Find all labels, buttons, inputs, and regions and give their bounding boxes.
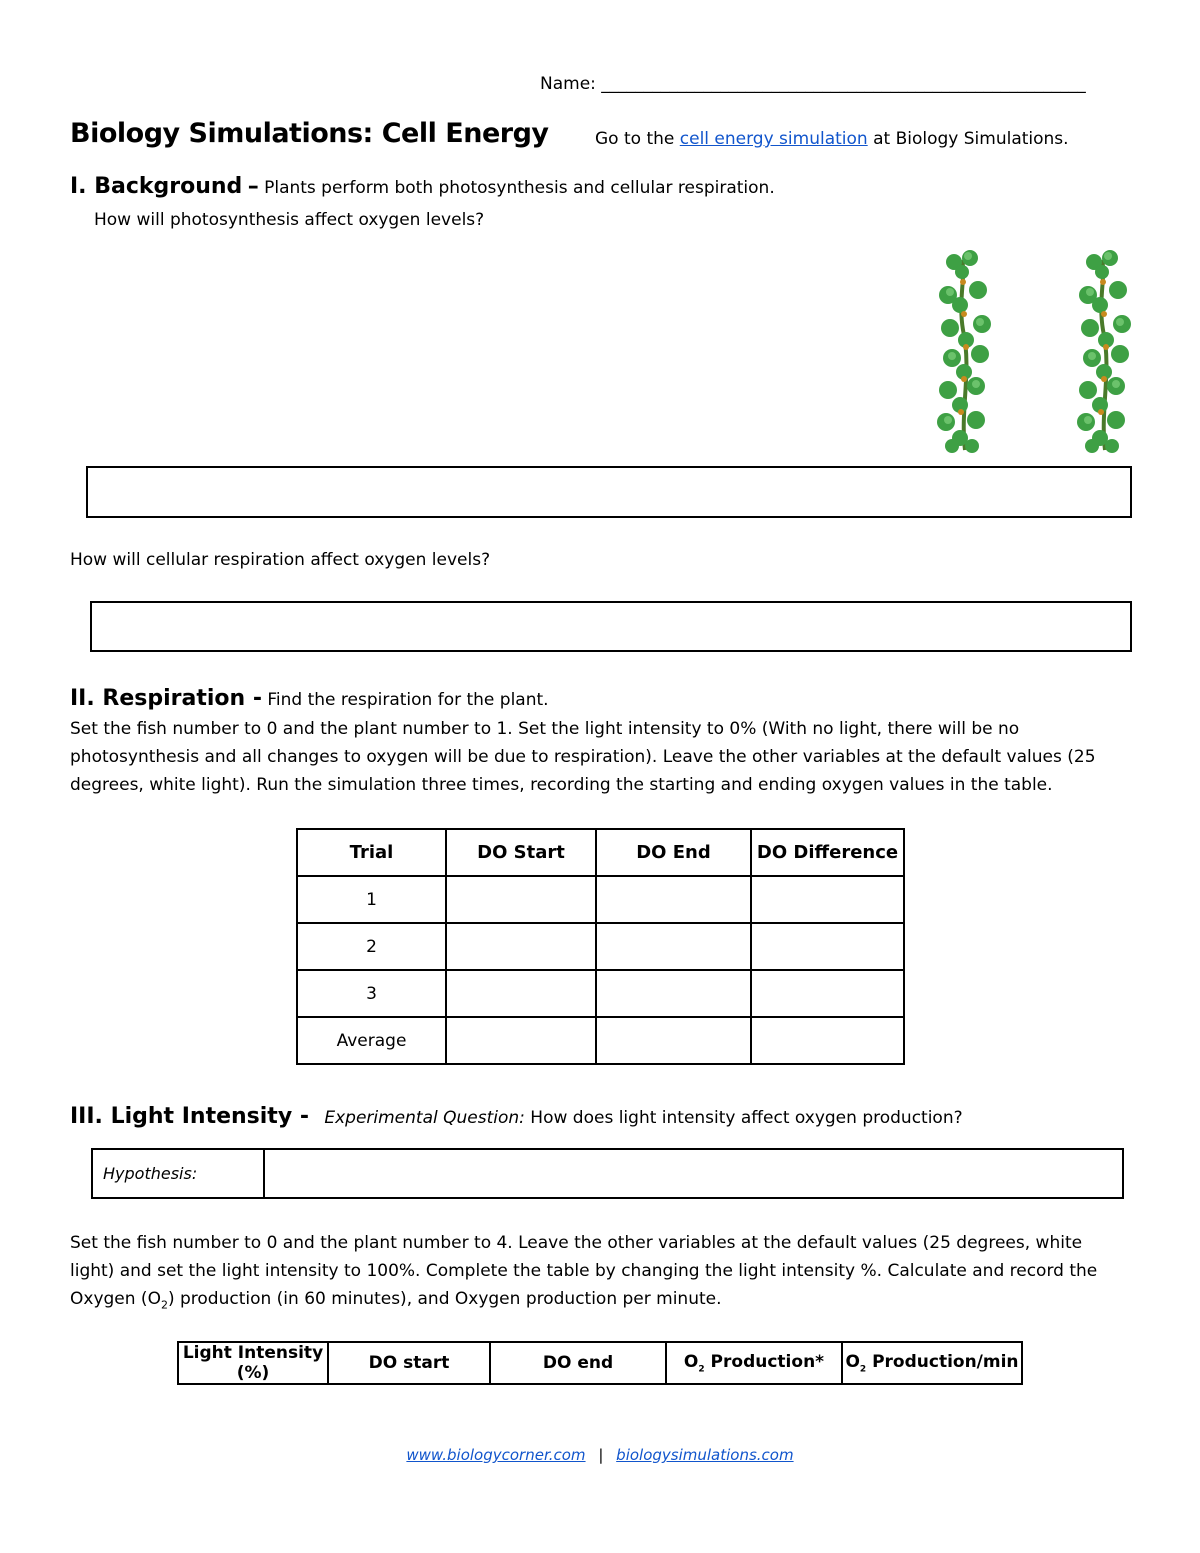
biologysimulations-link[interactable]: biologysimulations.com [616,1446,794,1464]
table-row [297,923,904,970]
cell-input[interactable] [596,876,751,923]
cell-input[interactable] [446,1017,596,1064]
header-do-end: DO End [596,829,751,876]
table-row [297,876,904,923]
trial-label: Average [297,1017,446,1064]
cell-input[interactable] [751,923,904,970]
footer [0,1446,1200,1464]
page-title: Biology Simulations: Cell Energy [70,118,549,149]
trial-label: 2 [297,923,446,970]
hypothesis-label: Hypothesis: [92,1149,264,1198]
answer-box-photosynthesis[interactable] [86,466,1132,518]
header-light-intensity: Light Intensity (%) [178,1342,328,1384]
question-respiration: How will cellular respiration affect oxygen levels? [70,550,491,570]
name-blank[interactable]: _________________________________________________________ [601,74,1086,94]
hypothesis-input[interactable] [264,1149,1123,1198]
header-o2-production: $O_2$ Production* [666,1342,842,1384]
header-do-start: DO Start [446,829,596,876]
seaweed-plant-icon [930,250,1145,455]
cell-input[interactable] [751,1017,904,1064]
header-do-start: DO start [328,1342,490,1384]
table-row [297,1017,904,1064]
answer-box-respiration[interactable] [90,601,1132,652]
cell-input[interactable] [446,876,596,923]
light-intensity-table [177,1341,1023,1385]
question-photosynthesis: How will photosynthesis affect oxygen levels? [94,210,485,230]
name-label: Name: [540,74,596,94]
goto-instruction: Go to the cell energy simulation at Biology Simulations. [595,129,1069,149]
respiration-table [296,828,905,1065]
header-trial: Trial [297,829,446,876]
respiration-instructions: Set the fish number to 0 and the plant number to 1. Set the light intensity to 0% (With no light, there will be no photosynthesis and all changes to oxygen will be due to respiration). Leave the other variables at the default values (25 degrees, white light). Run the simulation three times, recording the starting and ending oxygen values in the table. [70,719,1096,795]
footer-separator: | [598,1446,604,1464]
biologycorner-link[interactable]: www.biologycorner.com [406,1446,586,1464]
table-row [297,970,904,1017]
hypothesis-table [91,1148,1124,1199]
name-field[interactable] [540,74,1086,94]
section-background-heading: I. Background – Plants perform both photosynthesis and cellular respiration. [70,174,775,199]
cell-input[interactable] [446,923,596,970]
trial-label: 3 [297,970,446,1017]
cell-input[interactable] [596,1017,751,1064]
cell-input[interactable] [446,970,596,1017]
cell-input[interactable] [751,970,904,1017]
cell-input[interactable] [596,970,751,1017]
light-intensity-instructions: Set the fish number to 0 and the plant number to 4. Leave the other variables at the default values (25 degrees, white light) and set the light intensity to 100%. Complete the table by changing the light intensity %. Calculate and record the Oxygen $(O_2)$ production (in 60 minutes), and Oxygen production per minute. [70,1233,1098,1312]
header-do-end: DO end [490,1342,666,1384]
section-light-intensity-heading: III. Light Intensity - Experimental Question: How does light intensity affect oxygen production? [70,1104,963,1129]
cell-energy-simulation-link[interactable]: cell energy simulation [679,129,868,149]
header-o2-production-per-min: $O_2$ Production/min [842,1342,1022,1384]
section-respiration-heading: II. Respiration - Find the respiration for the plant. [70,686,549,711]
header-do-difference: DO Difference [751,829,904,876]
cell-input[interactable] [751,876,904,923]
cell-input[interactable] [596,923,751,970]
trial-label: 1 [297,876,446,923]
